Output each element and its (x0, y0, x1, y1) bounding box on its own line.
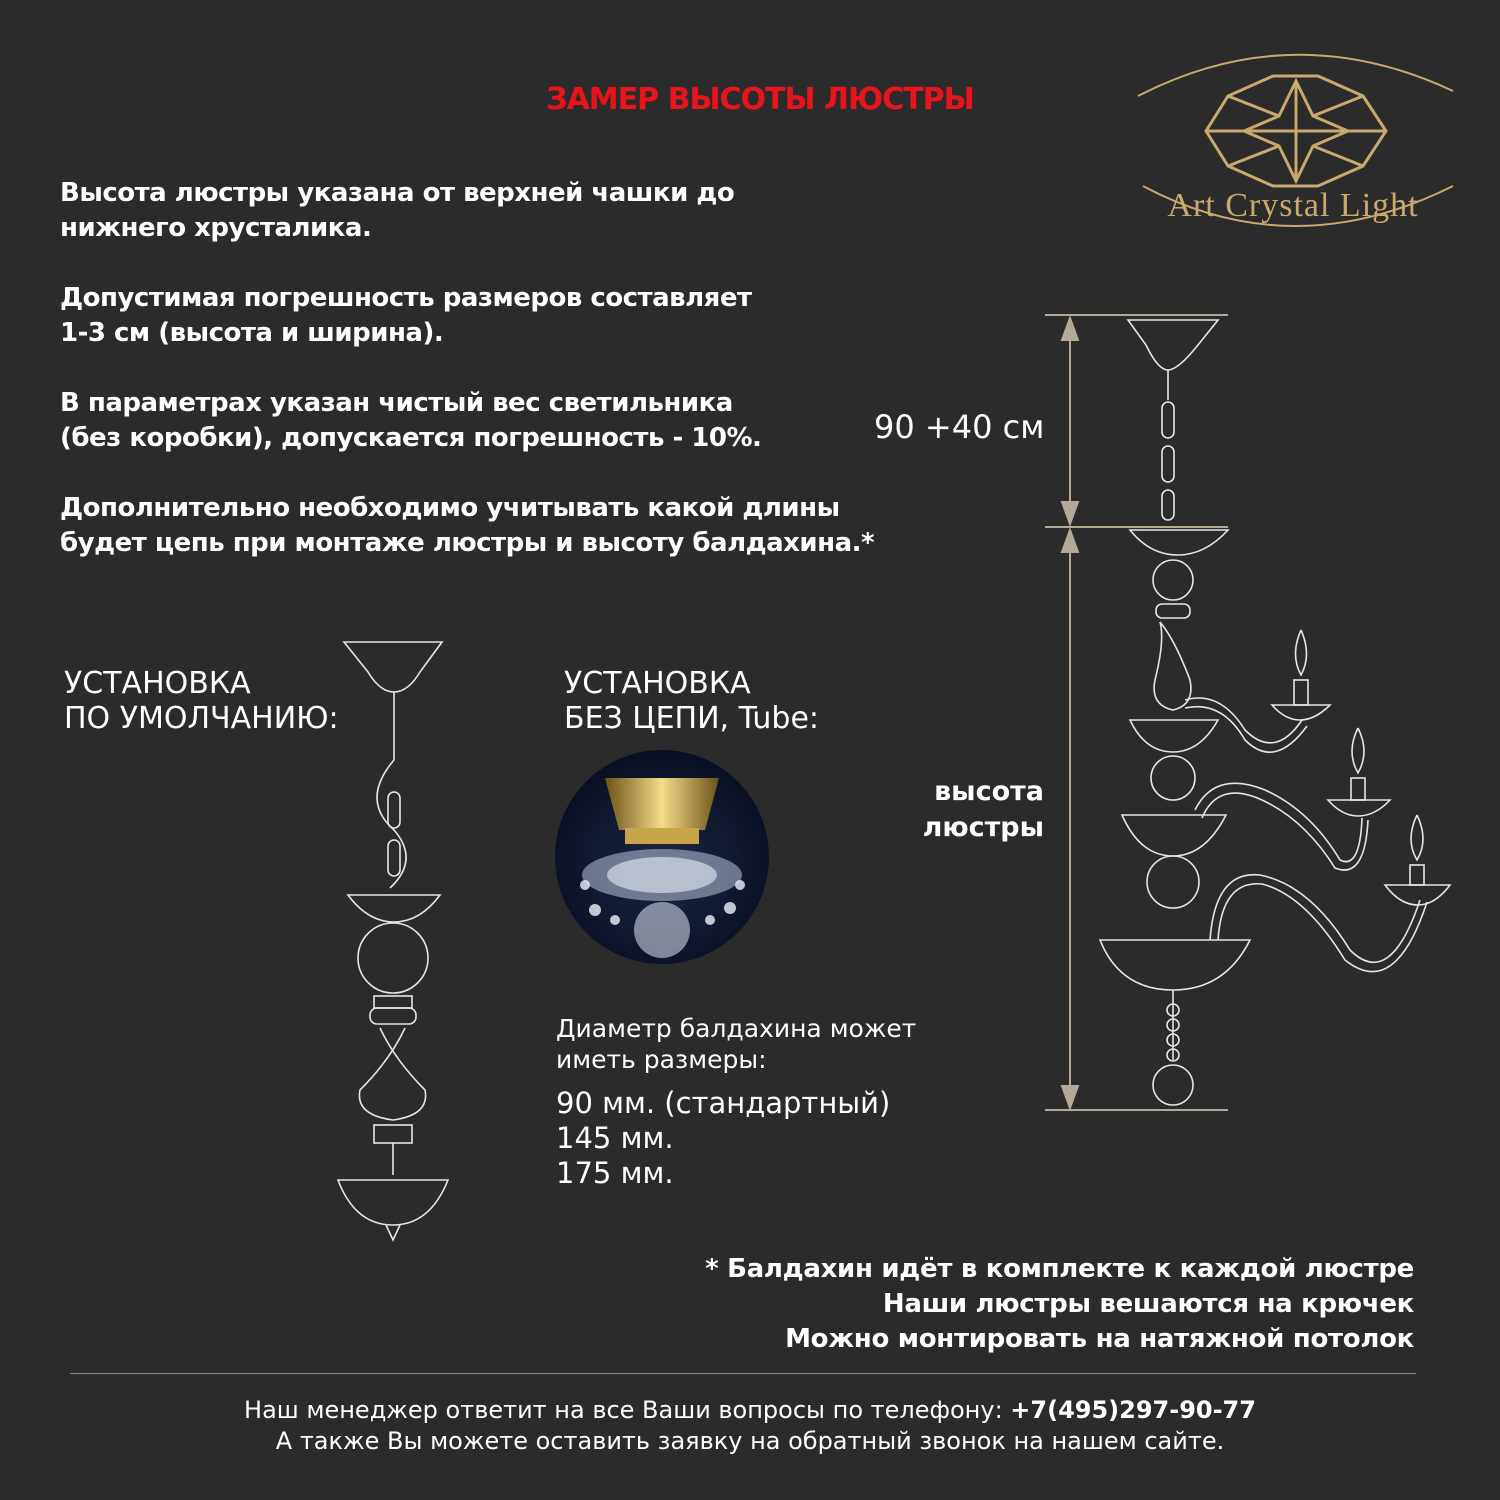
height-label-line: высота (934, 776, 1044, 807)
install-label-line: УСТАНОВКА (564, 666, 751, 701)
measured-chandelier-drawing (1100, 320, 1450, 1105)
paragraph-line: Допустимая погрешность размеров составляет (60, 283, 752, 313)
paragraph-line: В параметрах указан чистый вес светильника (60, 388, 733, 418)
chain-length-label: 90 +40 см (874, 408, 1045, 446)
install-label-line: УСТАНОВКА (64, 666, 251, 701)
paragraph-line: 1-3 см (высота и ширина). (60, 318, 444, 348)
note-line: Можно монтировать на натяжной потолок (785, 1324, 1414, 1354)
phone-link[interactable]: +7(495)297-90-77 (1010, 1396, 1256, 1424)
notes-block (705, 1252, 1414, 1357)
paragraph-line: Дополнительно необходимо учитывать какой длины (60, 493, 840, 523)
canopy-option: 175 мм. (556, 1156, 674, 1190)
paragraph-line: нижнего хрусталика. (60, 213, 372, 243)
canopy-intro-line: иметь размеры: (556, 1045, 767, 1074)
footer-text: Наш менеджер ответит на все Ваши вопросы по телефону: (244, 1396, 1011, 1424)
paragraph-line: (без коробки), допускается погрешность - 10%. (60, 423, 762, 453)
install-label-line: ПО УМОЛЧАНИЮ: (64, 701, 339, 736)
default-chandelier-drawing (338, 642, 448, 1240)
dimension-lines (1045, 315, 1228, 1110)
paragraph-line: Высота люстры указана от верхней чашки до (60, 178, 735, 208)
canopy-option: 90 мм. (стандартный) (556, 1086, 891, 1120)
canopy-intro-line: Диаметр балдахина может (556, 1014, 917, 1043)
note-line: * Балдахин идёт в комплекте к каждой люстре (705, 1254, 1414, 1284)
canopy-option: 145 мм. (556, 1121, 674, 1155)
install-label-line: БЕЗ ЦЕПИ, Tube: (564, 701, 820, 736)
logo-text: Art Crystal Light (1167, 187, 1419, 224)
footer-contact (0, 1395, 1500, 1457)
footer-callback-text: А также Вы можете оставить заявку на обратный звонок на нашем сайте. (275, 1427, 1225, 1455)
height-label-line: люстры (922, 812, 1044, 843)
footer-divider (70, 1373, 1416, 1374)
page-title: ЗАМЕР ВЫСОТЫ ЛЮСТРЫ (546, 82, 974, 117)
note-line: Наши люстры вешаются на крючек (882, 1289, 1414, 1319)
paragraph-line: будет цепь при монтаже люстры и высоту балдахина.* (60, 528, 875, 558)
